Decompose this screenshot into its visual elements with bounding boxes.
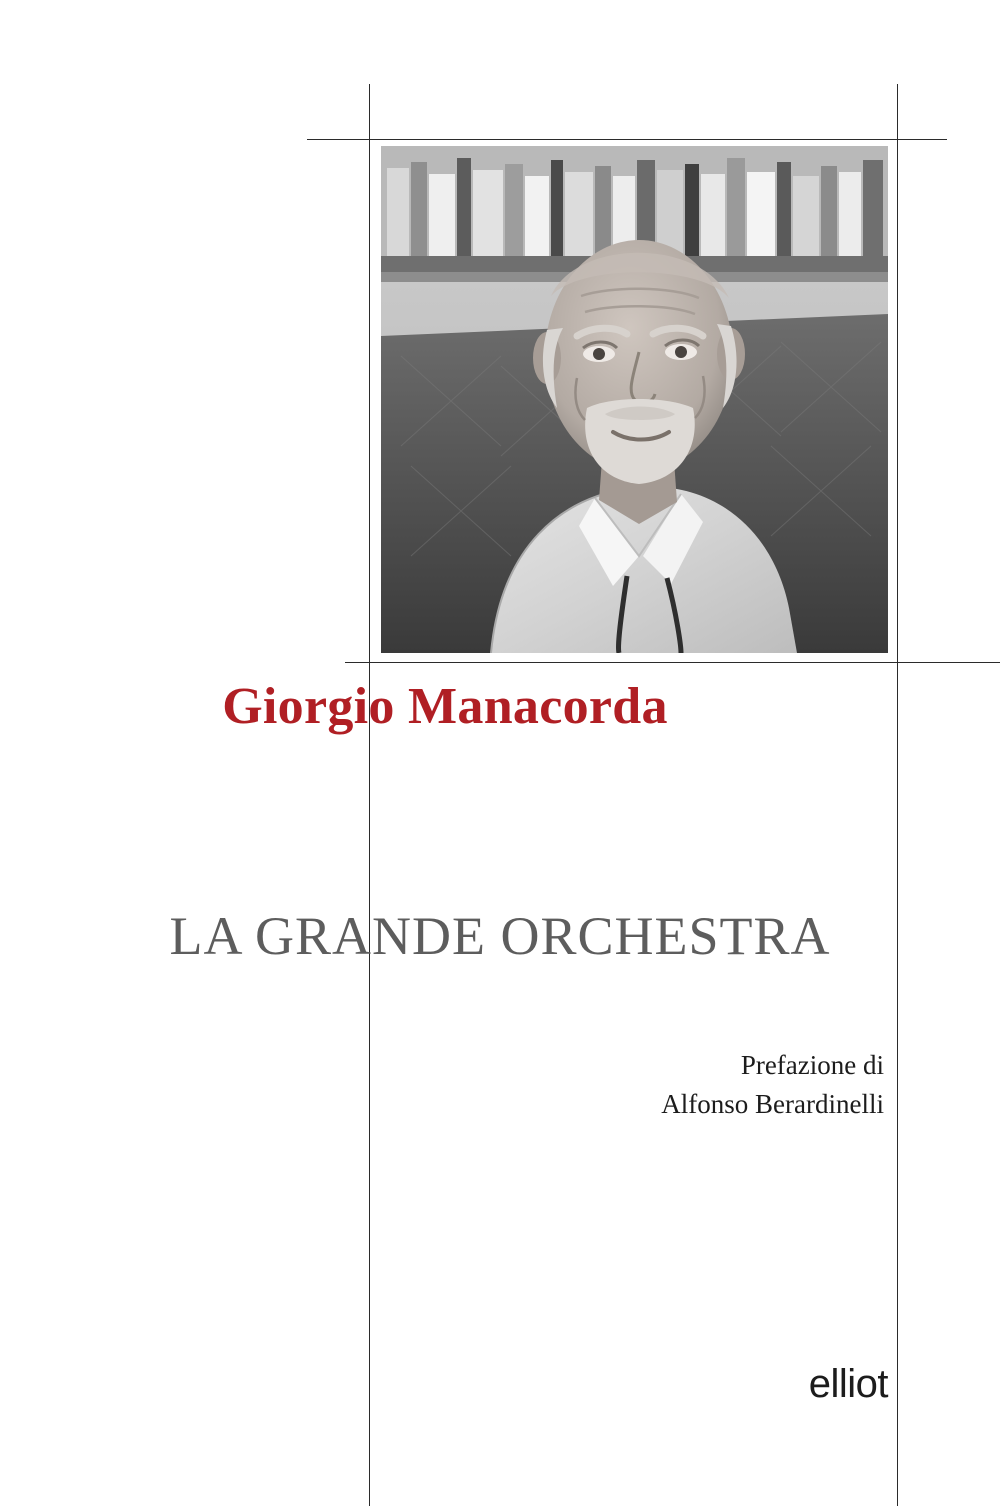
crop-rule-vertical-right [897, 84, 898, 1506]
preface-label: Prefazione di [740, 1050, 884, 1080]
crop-rule-horizontal-top [307, 139, 947, 140]
preface-credit [464, 1046, 884, 1124]
author-name: Giorgio Manacorda [222, 678, 668, 735]
crop-rule-horizontal-middle [345, 662, 1000, 663]
publisher-logo: elliot [808, 1362, 888, 1406]
book-title: LA GRANDE ORCHESTRA [169, 906, 831, 966]
author-portrait-photo [381, 146, 888, 653]
preface-author: Alfonso Berardinelli [661, 1089, 884, 1120]
crop-rule-vertical-left [369, 84, 370, 1506]
